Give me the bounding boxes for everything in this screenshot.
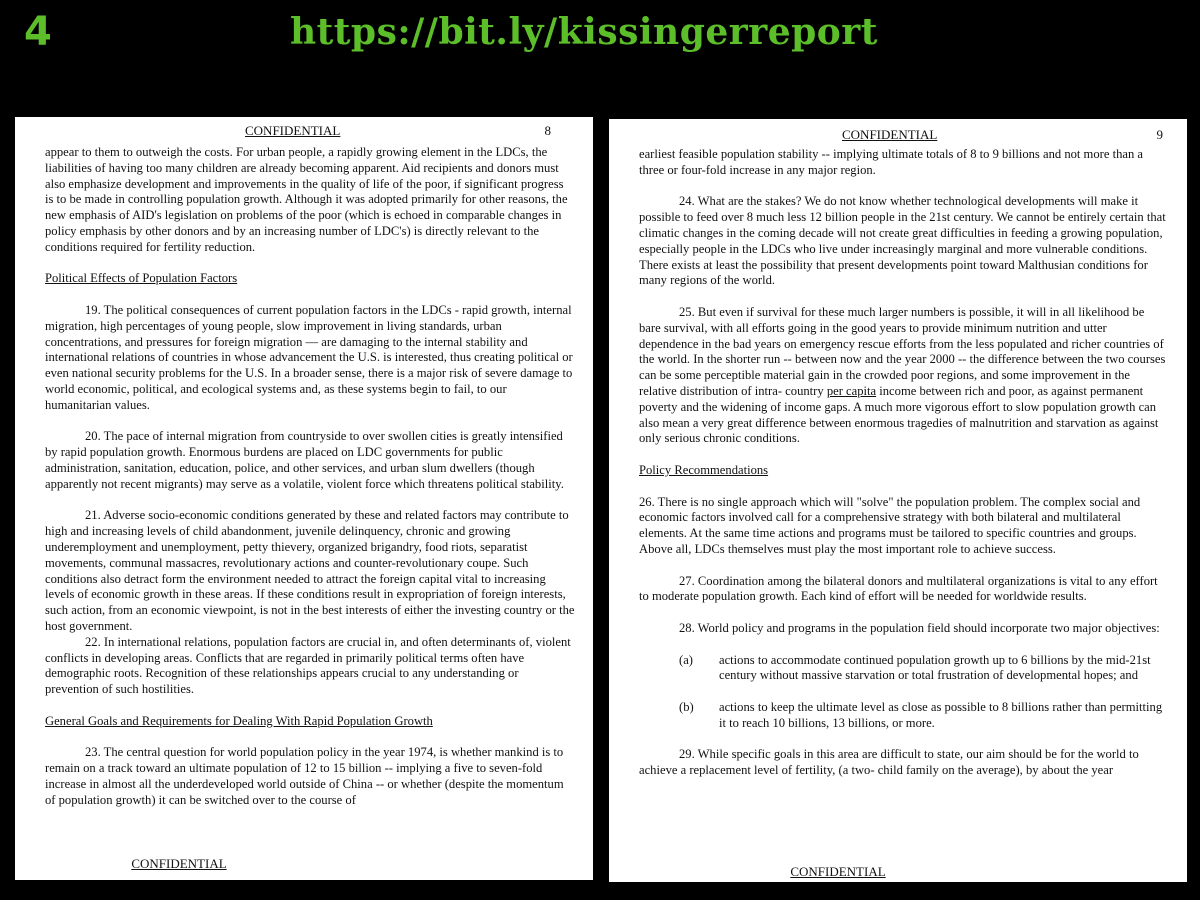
- paragraph-28: 28. World policy and programs in the population field should incorporate two major objectives:: [679, 620, 1160, 635]
- report-link[interactable]: https://bit.ly/kissingerreport: [290, 11, 878, 53]
- paragraph-20: 20. The pace of internal migration from countryside to over swollen cities is greatly intensified by rapid population growth. Enormous burdens are placed on LDC governments for public administration, sanitation, education, police, and other services, and urban slum dwellers (though apparently not recent migrants) may serve as a volatile, violent force which threatens political stability.: [45, 429, 564, 491]
- paragraph-intro: appear to them to outweigh the costs. For urban people, a rapidly growing element in the LDCs, the liabilities of having too many children are already becoming apparent. Aid recipients and donors must also emphasize development and improvements in the quality of life of the poor, if significant progress is to be made in controlling population growth. Although it was adopted primarily for other reasons, the new emphasis of AID's legislation on problems of the poor (which is echoed in comparable changes in policy emphasis by other donors and by an increasing number of LDC's) is directly relevant to the conditions required for fertility reduction.: [45, 145, 568, 254]
- paragraph-19: 19. The political consequences of current population factors in the LDCs - rapid growth, internal migration, high percentages of young people, slow improvement in living standards, urban concentrations, and pressures for foreign migration — are damaging to the internal stability and international relations of countries in whose advancement the U.S. is interested, thus creating political or even national security problems for the U.S. In a broader sense, there is a major risk of severe damage to world economic, political, and ecological systems and, as these systems begin to fail, to our humanitarian values.: [45, 302, 573, 412]
- list-text-b: actions to keep the ultimate level as close as possible to 8 billions rather than permitting it to reach 10 billions, 13 billions, or more.: [719, 699, 1163, 730]
- confidential-header: CONFIDENTIAL: [842, 127, 938, 142]
- list-item-a: [639, 653, 1169, 685]
- list-marker-a: (a): [679, 652, 693, 667]
- section-heading-political-effects: Political Effects of Population Factors: [45, 271, 238, 286]
- per-capita-term: per capita: [826, 383, 877, 398]
- paragraph-25-part-a: 25. But even if survival for these much larger numbers is possible, it will in all likelihood be bare survival, with all efforts going in the good years to provide minimum nutrition and utter dependence in the bad years on emergency rescue efforts from the less populated and richer countries of the world. In the shorter run -- between now and the year 2000 -- the difference between the two courses can be some perceptible material gain in the crowded poor regions, and some improvement in the relative distribution of intra- country: [639, 304, 1166, 398]
- paragraph-22: 22. In international relations, population factors are crucial in, and often determinants of, violent conflicts in developing areas. Conflicts that are regarded in primarily political terms often have demographic roots. Recognition of these relationships appears crucial to any understanding or prevention of such hostilities.: [45, 634, 571, 697]
- confidential-footer: CONFIDENTIAL: [131, 856, 227, 872]
- section-heading-policy-recommendations: Policy Recommendations: [639, 462, 769, 477]
- confidential-header: CONFIDENTIAL: [245, 123, 341, 138]
- paragraph-29: 29. While specific goals in this area are difficult to state, our aim should be for the world to achieve a replacement level of fertility, (a two- child family on the average), by about the year: [639, 747, 1139, 778]
- section-heading-general-goals: General Goals and Requirements for Dealing With Rapid Population Growth: [45, 713, 433, 728]
- list-item-b: [639, 700, 1169, 732]
- list-marker-b: (b): [679, 699, 694, 714]
- slide-number: 4: [24, 9, 52, 55]
- page-header: [639, 119, 1169, 147]
- paragraph-intro: earliest feasible population stability -- implying ultimate totals of 8 to 9 billions and not more than a three or four-fold increase in any major region.: [639, 147, 1144, 177]
- document-page-9: [609, 119, 1187, 882]
- page-number: 9: [1156, 127, 1163, 142]
- paragraph-25: [639, 305, 1169, 447]
- paragraph-27: 27. Coordination among the bilateral donors and multilateral organizations is vital to any effort to moderate population growth. Each kind of effort will be needed for worldwide results.: [639, 573, 1158, 604]
- list-text-a: actions to accommodate continued population growth up to 6 billions by the mid-21st century without massive starvation or total frustration of developmental hopes; and: [719, 652, 1151, 683]
- paragraph-24: 24. What are the stakes? We do not know whether technological developments will make it possible to feed over 8 much less 12 billion people in the 21st century. We cannot be entirely certain that climatic changes in the coming decade will not create great difficulties in feeding a growing population, especially people in the LDCs who live under increasingly marginal and more vulnerable conditions. There exists at least the possibility that present developments point toward Malthusian conditions for many regions of the world.: [639, 194, 1166, 288]
- paragraph-26: 26. There is no single approach which will "solve" the population problem. The complex social and economic factors involved call for a comprehensive strategy with both bilateral and multilateral elements. At the same time actions and programs must be tailored to specific countries and groups. Above all, LDCs themselves must play the most important role to achieve success.: [639, 494, 1141, 556]
- paragraph-23: 23. The central question for world population policy in the year 1974, is whether mankind is to remain on a track toward an ultimate population of 12 to 15 billion -- implying a five to seven-fold increase in almost all the underdeveloped world outside of China -- or whether (despite the momentum of population growth) it can be switched over to the course of: [45, 745, 564, 807]
- page-number: 8: [544, 123, 551, 138]
- document-page-8: [15, 117, 593, 880]
- paragraph-25-part-b: income between rich and poor, as against permanent poverty and the widening of income gaps. A much more vigorous effort to slow population growth can also mean a very great difference between enormous tragedies of malnutrition and starvation as against only serious chronic conditions.: [639, 383, 1159, 446]
- page-header: [45, 117, 575, 145]
- confidential-footer: CONFIDENTIAL: [790, 864, 886, 880]
- paragraph-21: 21. Adverse socio-economic conditions generated by these and related factors may contribute to high and increasing levels of child abandonment, juvenile delinquency, chronic and growing underemployment and unemployment, petty thievery, organized brigandry, food riots, separatist movements, communal massacres, revolutionary actions and counter-revolutionary coupe. Such conditions also detract form the environment needed to attract the foreign capital vital to increasing levels of economic growth in these areas. If these conditions result in expropriation of foreign interests, such action, from an economic viewpoint, is not in the best interests of either the investing country or the host government.: [45, 508, 575, 633]
